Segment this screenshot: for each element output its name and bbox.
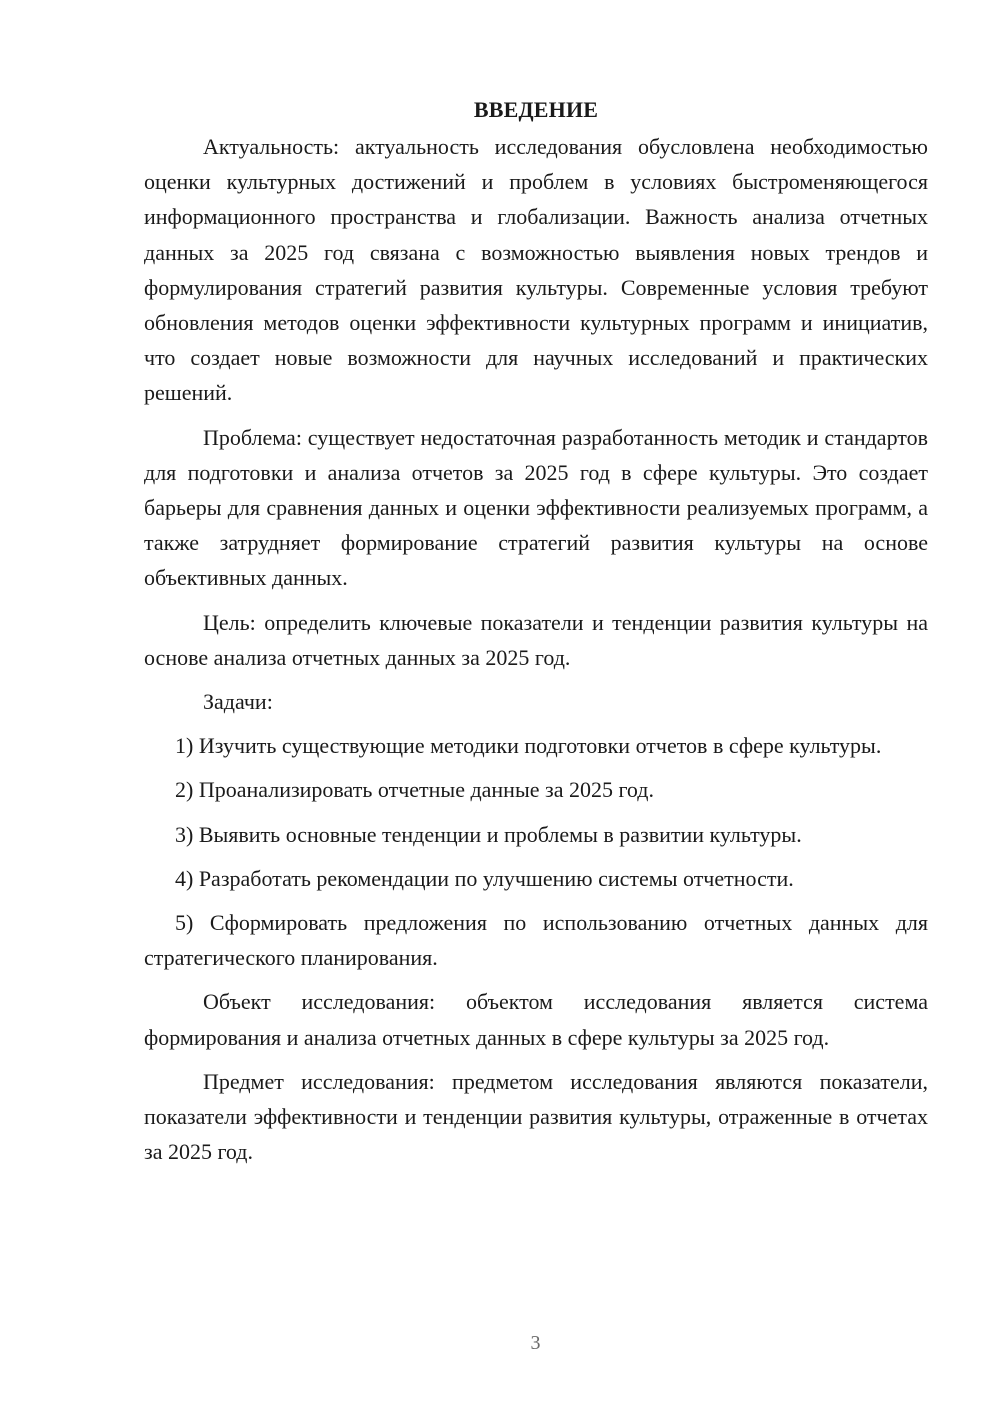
problem-paragraph: Проблема: существует недостаточная разработанность методик и стандартов для подготовки и анализа отчетов за 2025 год в сфере культуры. Это создает барьеры для сравнения данных и оценки эффективности реализуемых программ, а также затрудняет формирование стратегий развития культуры на основе объективных данных. — [144, 424, 928, 591]
section-title: ВВЕДЕНИЕ — [473, 97, 599, 122]
task-item-1: 1) Изучить существующие методики подготовки отчетов в сфере культуры. — [175, 733, 882, 759]
tasks-heading: Задачи: — [203, 689, 273, 715]
task-item-5: 5) Сформировать предложения по использованию отчетных данных для стратегического планирования. — [144, 910, 928, 971]
task-item-4: 4) Разработать рекомендации по улучшению системы отчетности. — [175, 865, 794, 891]
goal-paragraph: Цель: определить ключевые показатели и тенденции развития культуры на основе анализа отчетных данных за 2025 год. — [144, 609, 928, 670]
subject-paragraph: Предмет исследования: предметом исследования являются показатели, показатели эффективности и тенденции развития культуры, отраженные в отчетах за 2025 год. — [144, 1068, 928, 1165]
page-number: 3 — [530, 1332, 541, 1354]
task-item-3: 3) Выявить основные тенденции и проблемы в развитии культуры. — [175, 821, 802, 847]
relevance-paragraph: Актуальность: актуальность исследования обусловлена необходимостью оценки культурных достижений и проблем в условиях быстроменяющегося информационного пространства и глобализации. Важность анализа отчетных данных за 2025 год связана с возможностью выявления новых трендов и формулирования стратегий развития культуры. Современные условия требуют обновления методов оценки эффективности культурных программ и инициатив, что создает новые возможности для научных исследований и практических решений. — [144, 134, 928, 406]
object-paragraph: Объект исследования: объектом исследования является система формирования и анализа отчетных данных в сфере культуры за 2025 год. — [144, 989, 928, 1050]
task-item-2: 2) Проанализировать отчетные данные за 2025 год. — [175, 777, 654, 803]
document-page — [144, 92, 928, 1169]
